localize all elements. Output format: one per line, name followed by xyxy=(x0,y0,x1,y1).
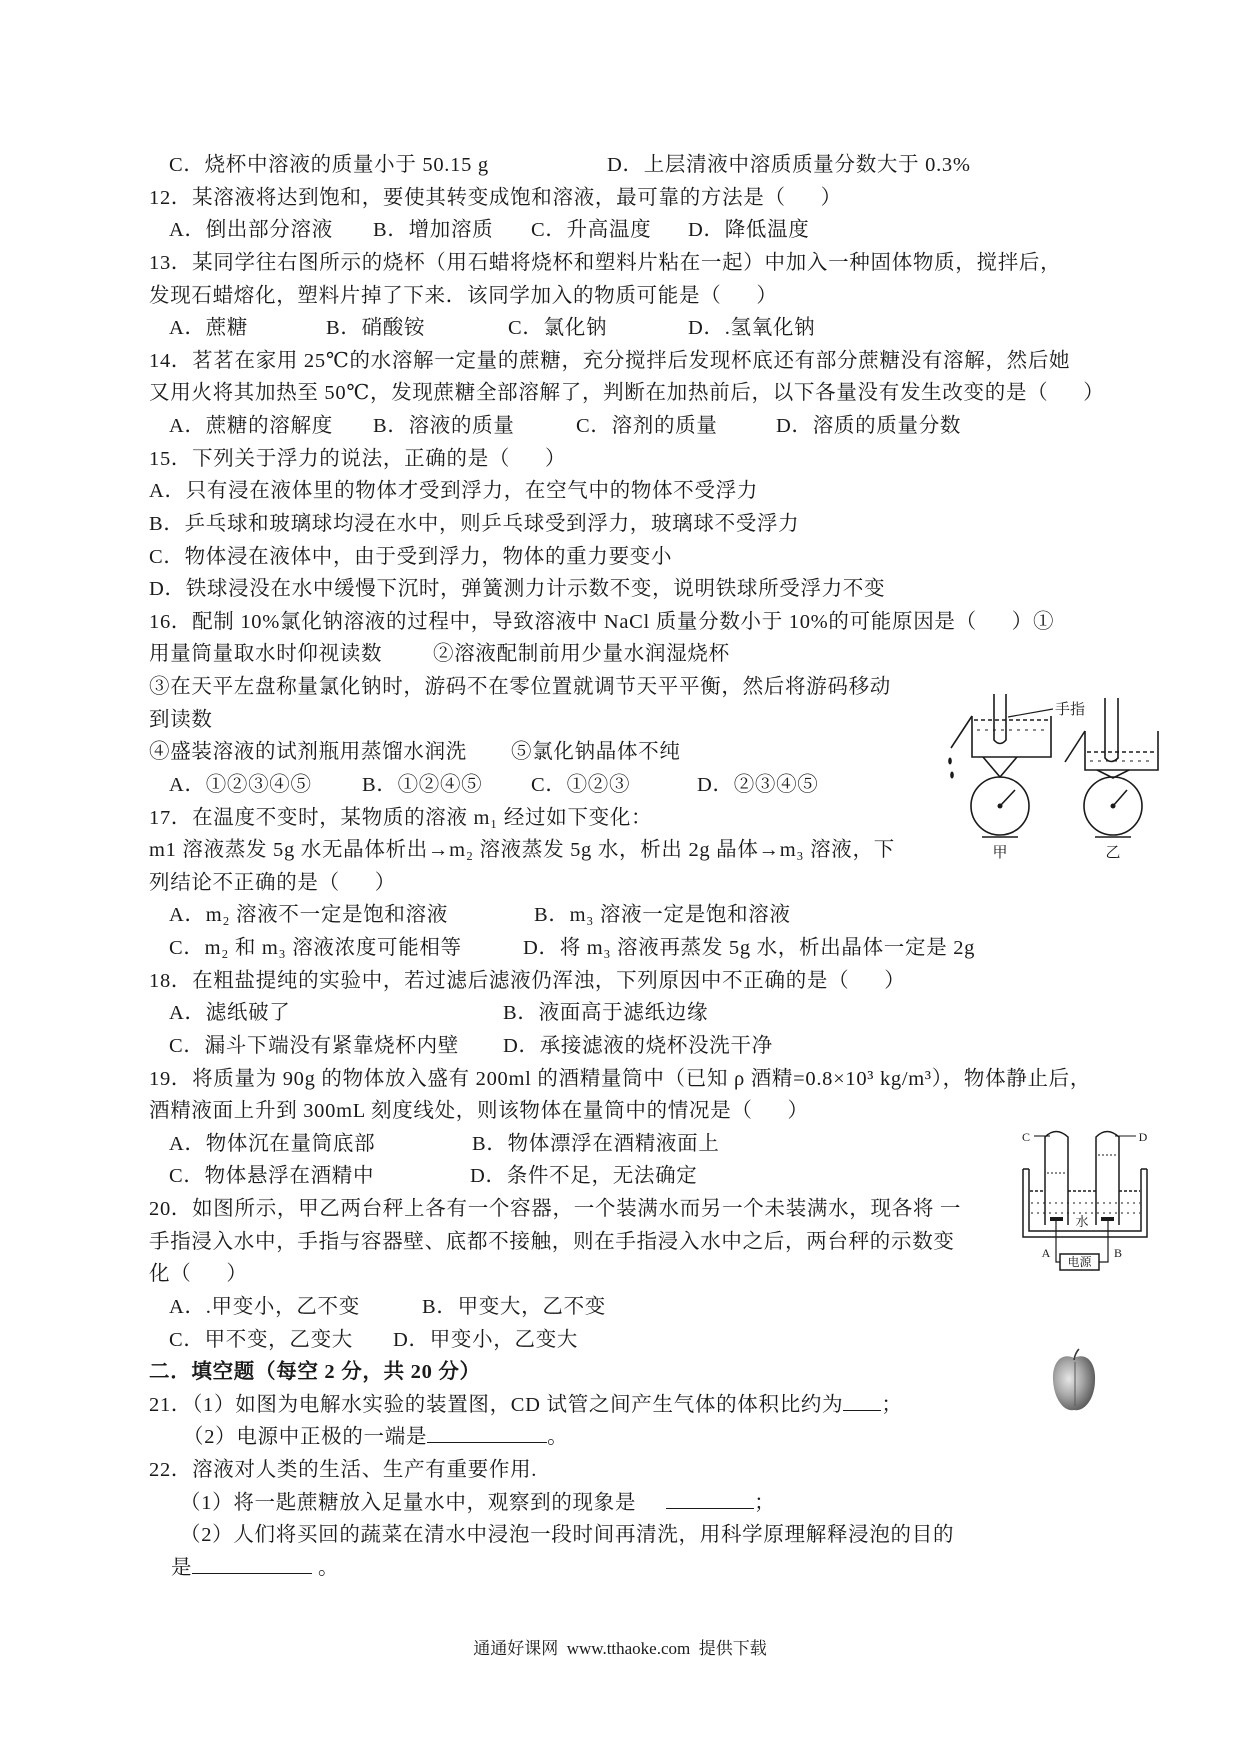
q17-option-d: D．将 m₃ 溶液再蒸发 5g 水，析出晶体一定是 2g xyxy=(523,937,976,959)
q20-options-line-1 xyxy=(0,1291,1240,1324)
test-tube-d xyxy=(1096,1132,1119,1226)
q19-option-b: B．物体漂浮在酒精液面上 xyxy=(472,1132,720,1155)
q22-blank-2 xyxy=(192,1553,312,1574)
q18-option-b: B．液面高于滤纸边缘 xyxy=(503,1002,709,1025)
q16-item-3-part-2: 到读数 xyxy=(149,708,213,731)
q21-part-2 xyxy=(183,1421,568,1454)
q12-option-c: C．升高温度 xyxy=(531,219,652,242)
q15-option-d: D．铁球浸没在水中缓慢下沉时，弹簧测力计示数不变，说明铁球所受浮力不变 xyxy=(149,578,886,601)
q22-part-1-line xyxy=(0,1487,1240,1520)
q22-part-2-text: （2）人们将买回的蔬菜在清水中浸泡一段时间再清洗，用科学原理解释浸泡的目的 xyxy=(180,1524,955,1547)
q13-stem-line-2 xyxy=(0,280,1240,313)
q18-stem: 18．在粗盐提纯的实验中，若过滤后滤液仍浑浊，下列原因中不正确的是（ ） xyxy=(149,969,906,992)
footer-source: 通通好课网 www.tthaoke.com 提供下载 xyxy=(473,1639,767,1658)
q21-part-1 xyxy=(149,1389,903,1422)
balance-scales-figure xyxy=(935,690,1163,868)
q21-blank-2 xyxy=(427,1422,547,1443)
q16-item-2: ②溶液配制前用少量水润湿烧杯 xyxy=(433,643,730,666)
q13-stem-1: 13．某同学往右图所示的烧杯（用石蜡将烧杯和塑料片粘在一起）中加入一种固体物质，搅拌后， xyxy=(149,251,1062,274)
electrolysis-apparatus-figure xyxy=(1012,1125,1157,1275)
q21-blank-1 xyxy=(843,1390,881,1411)
q22-part-1-text: （1）将一匙蔗糖放入足量水中，观察到的现象是 xyxy=(180,1491,637,1514)
q20-option-c: C．甲不变，乙变大 xyxy=(169,1328,353,1351)
q16-item-1: 用量筒量取水时仰视读数 xyxy=(149,643,383,666)
label-d: D xyxy=(1138,1130,1148,1144)
q15-option-c: C．物体浸在液体中，由于受到浮力，物体的重力要变小 xyxy=(149,545,673,568)
q14-stem-2: 又用火将其加热至 50℃，发现蔗糖全部溶解了，判断在加热前后，以下各量没有发生改变的是（ ） xyxy=(149,382,1105,405)
q19-option-a: A．物体沉在量筒底部 xyxy=(169,1132,376,1155)
apple-body xyxy=(1053,1356,1095,1410)
q20-option-a: A．.甲变小，乙不变 xyxy=(169,1295,360,1318)
q12-option-d: D．降低温度 xyxy=(688,219,810,242)
q13-stem-line-1 xyxy=(0,247,1240,280)
q21-part-1-end: ； xyxy=(881,1393,903,1416)
q14-option-a: A．蔗糖的溶解度 xyxy=(169,415,333,437)
q21-part-1-text: 21．（1）如图为电解水实验的装置图，CD 试管之间产生气体的体积比约为 xyxy=(149,1393,844,1416)
q22-stem-line xyxy=(0,1454,1240,1487)
section-2-heading: 二．填空题（每空 2 分，共 20 分） xyxy=(149,1361,481,1384)
q13-option-b: B．硝酸铵 xyxy=(326,317,426,340)
q13-stem-2: 发现石蜡熔化，塑料片掉了下来．该同学加入的物质可能是（ ） xyxy=(149,284,778,307)
q15-stem-line xyxy=(0,443,1240,476)
q21-part-2-end: 。 xyxy=(547,1426,569,1449)
q19-stem-line-1 xyxy=(0,1063,1240,1096)
q16-item-5: ⑤氯化钠晶体不纯 xyxy=(511,741,681,764)
right-scale-pointer xyxy=(1113,790,1127,806)
power-label: 电源 xyxy=(1067,1255,1092,1269)
q11-option-d: D．上层清液中溶质质量分数大于 0.3% xyxy=(607,154,971,176)
water-drop xyxy=(950,772,954,779)
q16-option-c: C．①②③ xyxy=(531,773,631,796)
q21-part-2-text: （2）电源中正极的一端是 xyxy=(183,1426,428,1449)
label-a: A xyxy=(1041,1246,1051,1260)
q18-stem-line xyxy=(0,965,1240,998)
water-label: 水 xyxy=(1075,1214,1089,1229)
q19-stem-line-2 xyxy=(0,1095,1240,1128)
q18-option-a: A．滤纸破了 xyxy=(169,1002,291,1025)
q17-option-c: C．m₂ 和 m₃ 溶液浓度可能相等 xyxy=(169,937,462,959)
q12-stem: 12．某溶液将达到饱和，要使其转变成饱和溶液，最可靠的方法是（ ） xyxy=(149,186,842,209)
q22-stem: 22．溶液对人类的生活、生产有重要作用. xyxy=(149,1459,538,1481)
left-scale-pointer xyxy=(1000,790,1015,806)
right-side-line xyxy=(1065,731,1085,762)
q18-options-line-1 xyxy=(0,997,1240,1030)
q13-option-d: D．.氢氧化钠 xyxy=(688,317,816,340)
electrode-b xyxy=(1101,1217,1114,1221)
left-scale-hub xyxy=(998,804,1003,809)
q15-option-a-line xyxy=(0,475,1240,508)
q14-stem-1: 14．茗茗在家用 25℃的水溶解一定量的蔗糖，充分搅拌后发现杯底还有部分蔗糖没有溶解，然后她 xyxy=(149,349,1071,372)
q14-options-line xyxy=(0,410,1240,443)
q19-stem-1: 19．将质量为 90g 的物体放入盛有 200ml 的酒精量筒中（已知 ρ 酒精=0.8×10³ kg/m³），物体静止后， xyxy=(149,1067,1092,1090)
q17-stem-3: 列结论不正确的是（ ） xyxy=(149,871,396,894)
finger-label-leader xyxy=(1008,709,1053,717)
q22-part-1 xyxy=(180,1487,775,1520)
q12-options-line xyxy=(0,214,1240,247)
q22-part-2-answer xyxy=(171,1552,339,1585)
q16-stem-line xyxy=(0,606,1240,639)
q20-stem-3: 化（ ） xyxy=(149,1263,248,1286)
q12-option-a: A．倒出部分溶液 xyxy=(169,219,333,242)
q19-stem-2: 酒精液面上升到 300mL 刻度线处，则该物体在量筒中的情况是（ ） xyxy=(149,1100,809,1123)
q11-options-line xyxy=(0,149,1240,182)
q15-option-c-line xyxy=(0,541,1240,574)
q22-part-2-line-2 xyxy=(0,1552,1240,1585)
q21-part-2-line xyxy=(0,1421,1240,1454)
q16-stem: 16．配制 10%氯化钠溶液的过程中，导致溶液中 NaCl 质量分数小于 10%的可能原因是（ ）① xyxy=(149,610,1055,633)
q18-options-line-2 xyxy=(0,1030,1240,1063)
q17-option-a: A．m₂ 溶液不一定是饱和溶液 xyxy=(169,904,449,927)
electrode-a xyxy=(1050,1217,1063,1221)
q16-option-a: A．①②③④⑤ xyxy=(169,773,312,796)
q17-option-b: B．m₃ 溶液一定是饱和溶液 xyxy=(534,904,791,927)
right-scale-hub xyxy=(1111,804,1116,809)
q17-stem-2: m1 溶液蒸发 5g 水无晶体析出→m₂ 溶液蒸发 5g 水，析出 2g 晶体→m₃ 溶液，下 xyxy=(149,839,895,862)
q11-option-c: C．烧杯中溶液的质量小于 50.15 g xyxy=(169,154,489,176)
apple-image xyxy=(1050,1348,1098,1416)
left-finger xyxy=(994,694,1006,744)
q15-option-a: A．只有浸在液体里的物体才受到浮力，在空气中的物体不受浮力 xyxy=(149,480,759,503)
q22-part-2-start: 是 xyxy=(171,1556,193,1579)
finger-label: 手指 xyxy=(1055,702,1086,718)
q17-stem-line-3 xyxy=(0,867,1240,900)
q13-options-line xyxy=(0,312,1240,345)
q16-item-4: ④盛装溶液的试剂瓶用蒸馏水润洗 xyxy=(149,741,467,764)
q15-stem: 15．下列关于浮力的说法，正确的是（ ） xyxy=(149,447,567,470)
q19-option-d: D．条件不足，无法确定 xyxy=(470,1165,698,1188)
q16-option-b: B．①②④⑤ xyxy=(362,773,483,796)
right-scale-label: 乙 xyxy=(1105,845,1121,861)
q15-option-d-line xyxy=(0,573,1240,606)
label-c: C xyxy=(1021,1130,1031,1144)
q20-stem-2: 手指浸入水中，手指与容器壁、底都不接触，则在手指浸入水中之后，两台秤的示数变 xyxy=(149,1230,955,1253)
test-tube-c xyxy=(1045,1132,1068,1226)
q22-part-1-end: ； xyxy=(754,1491,776,1514)
q14-stem-line-1 xyxy=(0,345,1240,378)
q22-part-2-line-1 xyxy=(0,1519,1240,1552)
q12-option-b: B．增加溶质 xyxy=(373,219,494,242)
q13-option-c: C．氯化钠 xyxy=(508,317,608,340)
q22-blank-1 xyxy=(666,1488,754,1509)
left-beaker xyxy=(972,716,1051,757)
q14-option-d: D．溶质的质量分数 xyxy=(776,415,962,437)
q13-option-a: A．蔗糖 xyxy=(169,317,249,340)
q20-option-b: B．甲变大，乙不变 xyxy=(422,1295,606,1318)
q17-options-line-2 xyxy=(0,932,1240,965)
q18-option-c: C．漏斗下端没有紧靠烧杯内壁 xyxy=(169,1034,459,1057)
q17-options-line-1 xyxy=(0,899,1240,932)
q19-option-c: C．物体悬浮在酒精中 xyxy=(169,1165,375,1188)
q15-option-b: B．乒乓球和玻璃球均浸在水中，则乒乓球受到浮力，玻璃球不受浮力 xyxy=(149,512,800,535)
q22-part-2-end: 。 xyxy=(312,1556,340,1579)
label-b: B xyxy=(1113,1246,1123,1260)
q17-stem-1: 17．在温度不变时，某物质的溶液 m₁ 经过如下变化： xyxy=(149,806,653,829)
q20-option-d: D．甲变小，乙变大 xyxy=(393,1328,579,1351)
q16-items-line-1 xyxy=(0,638,1240,671)
right-beaker xyxy=(1085,731,1158,770)
q14-stem-line-2 xyxy=(0,377,1240,410)
q18-option-d: D．承接滤液的烧杯没洗干净 xyxy=(503,1034,773,1057)
q20-stem-1: 20．如图所示，甲乙两台秤上各有一个容器，一个装满水而另一个未装满水，现各将 一 xyxy=(149,1198,962,1220)
q14-option-c: C．溶剂的质量 xyxy=(576,415,718,437)
q14-option-b: B．溶液的质量 xyxy=(373,415,515,437)
q12-stem-line xyxy=(0,182,1240,215)
left-scale-label: 甲 xyxy=(992,845,1008,861)
q16-item-3-part-1: ③在天平左盘称量氯化钠时，游码不在零位置就调节天平平衡，然后将游码移动 xyxy=(149,676,891,698)
left-scale-support xyxy=(983,757,1017,777)
q15-option-b-line xyxy=(0,508,1240,541)
left-overflow-line xyxy=(951,716,972,748)
wire-b xyxy=(1099,1221,1108,1262)
q16-option-d: D．②③④⑤ xyxy=(697,773,819,796)
water-drop xyxy=(948,758,952,765)
